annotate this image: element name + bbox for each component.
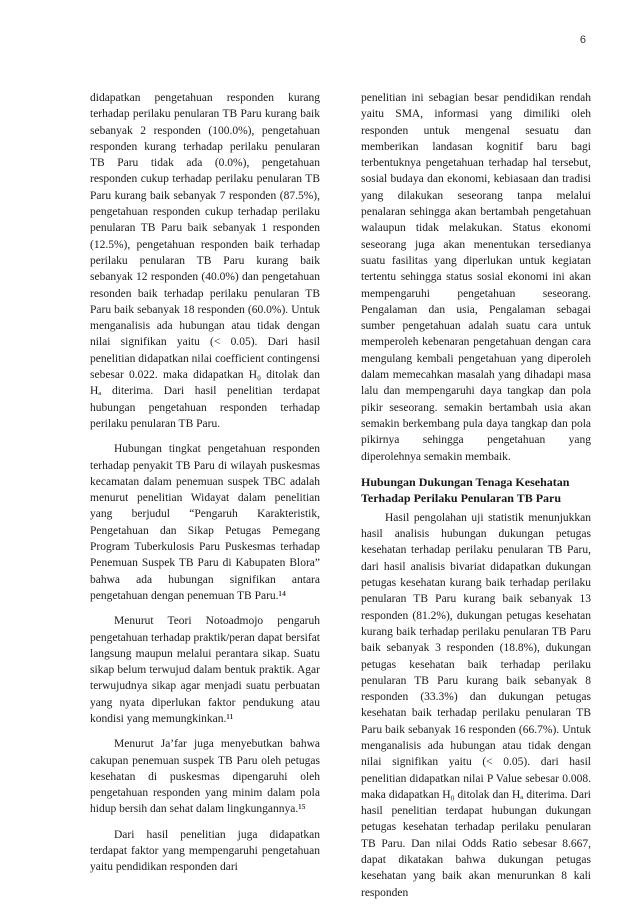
right-column xyxy=(361,90,591,910)
left-column xyxy=(90,90,320,885)
paragraph: penelitian ini sebagian besar pendidikan rendah yaitu SMA, informasi yang dimiliki oleh responden untuk mengenal sesuatu dan memberikan landasan kognitif baru bagi terbentuknya pengetahuan terhadap hal tersebut, sosial budaya dan ekonomi, kebiasaan dan tradisi yang dilakukan seseorang tanpa melalui penalaran sehingga akan bertambah pengetahuan walaupun tidak melakukan. Status ekonomi seseorang juga akan menentukan tersedianya suatu fasilitas yang diperlukan untuk kegiatan tertentu sehingga status sosial ekonomi ini akan mempengaruhi pengetahuan seseorang. Pengalaman dan usia, Pengalaman sebagai sumber pengetahuan adalah suatu cara untuk memperoleh kebenaran pengetahuan dengan cara mengulang kembali pengetahuan yang diperoleh dalam memecahkan masalah yang dihadapi masa lalu dan mempengaruhi daya tangkap dan pola pikir seseorang. semakin bertambah usia akan semakin berkembang pula daya tangkap dan pola pikirnya sehingga pengetahuan yang diperolehnya semakin membaik. xyxy=(361,92,591,463)
page-number: 6 xyxy=(579,34,586,46)
paragraph: Dari hasil penelitian juga didapatkan terdapat faktor yang mempengaruhi pengetahuan yaitu pendidikan responden dari xyxy=(90,828,320,874)
paragraph: Hubungan tingkat pengetahuan responden terhadap penyakit TB Paru di wilayah puskesmas kecamatan dalam penemuan suspek TBC adalah menurut penelitian Widayat dalam penelitian yang berjudul “Pengaruh Karakteristik, Pengetahuan dan Sikap Petugas Pemegang Program Tuberkulosis Paru Puskesmas terhadap Penemuan Suspek TB Paru di Kabupaten Blora” bahwa ada hubungan signifikan antara pengetahuan dengan penemuan TB Paru.¹⁴ xyxy=(90,443,320,602)
section-heading: Hubungan Dukungan Tenaga Kesehatan Terhadap Perilaku Penularan TB Paru xyxy=(361,474,570,505)
paragraph: Menurut Teori Notoadmojo pengaruh pengetahuan terhadap praktik/peran dapat bersifat langsung maupun melalui perantara sikap. Suatu sikap belum terwujud dalam bentuk praktik. Agar terwujudnya sikap agar menjadi suatu perbuatan yang nyata diperlukan faktor pendukung atau kondisi yang memungkinkan.¹¹ xyxy=(90,615,320,725)
paragraph: Hasil pengolahan uji statistik menunjukkan hasil analisis hubungan dukungan petugas kesehatan terhadap perilaku penularan TB Paru, dari hasil analisis bivariat didapatkan dukungan petugas kesehatan kurang baik terhadap perilaku penularan TB Paru kurang baik sebanyak 13 responden (81.2%), dukungan petugas kesehatan kurang baik terhadap perilaku penularan TB Paru baik sebanyak 3 responden (18.8%), dukungan petugas kesehatan baik terhadap perilaku penularan TB Paru kurang baik sebanyak 8 responden (33.3%) dan dukungan petugas kesehatan baik terhadap perilaku penularan TB Paru baik sebanyak 16 responden (66.7%). Untuk menganalisis ada hubungan atau tidak dengan nilai signifikan yaitu (< 0.05). dari hasil penelitian didapatkan nilai P Value sebesar 0.008. maka didapatkan H₀ ditolak dan Hₐ diterima. Dari hasil penelitian terdapat hubungan dukungan petugas kesehatan terhadap perilaku penularan TB Paru. Dan nilai Odds Ratio sebesar 8.667, dapat dikatakan bahwa dukungan petugas kesehatan yang baik akan menurunkan 8 kali responden xyxy=(361,511,591,899)
paragraph: didapatkan pengetahuan responden kurang terhadap perilaku penularan TB Paru kurang baik sebanyak 2 responden (100.0%), pengetahuan responden kurang terhadap perilaku penularan TB Paru tidak ada (0.0%), pengetahuan responden cukup terhadap perilaku penularan TB Paru kurang baik sebanyak 7 responden (87.5%), pengetahuan responden cukup terhadap perilaku penularan TB Paru baik sebanyak 1 responden (12.5%), pengetahuan responden baik terhadap perilaku penularan TB Paru kurang baik sebanyak 12 responden (40.0%) dan pengetahuan resonden baik terhadap perilaku penularan TB Paru baik sebanyak 18 responden (60.0%). Untuk menganalisis ada hubungan atau tidak dengan nilai signifikan yaitu (< 0.05). Dari hasil penelitian didapatkan nilai coefficient contingensi sebesar 0.022. maka didapatkan H₀ ditolak dan Hₐ diterima. Dari hasil penelitian terdapat hubungan pengetahuan responden terhadap perilaku penularan TB Paru. xyxy=(90,92,320,430)
paragraph: Menurut Ja’far juga menyebutkan bahwa cakupan penemuan suspek TB Paru oleh petugas kesehatan di puskesmas dipengaruhi oleh pengetahuan responden yang minim dalam pola hidup bersih dan sehat dalam lingkungannya.¹⁵ xyxy=(90,738,320,816)
